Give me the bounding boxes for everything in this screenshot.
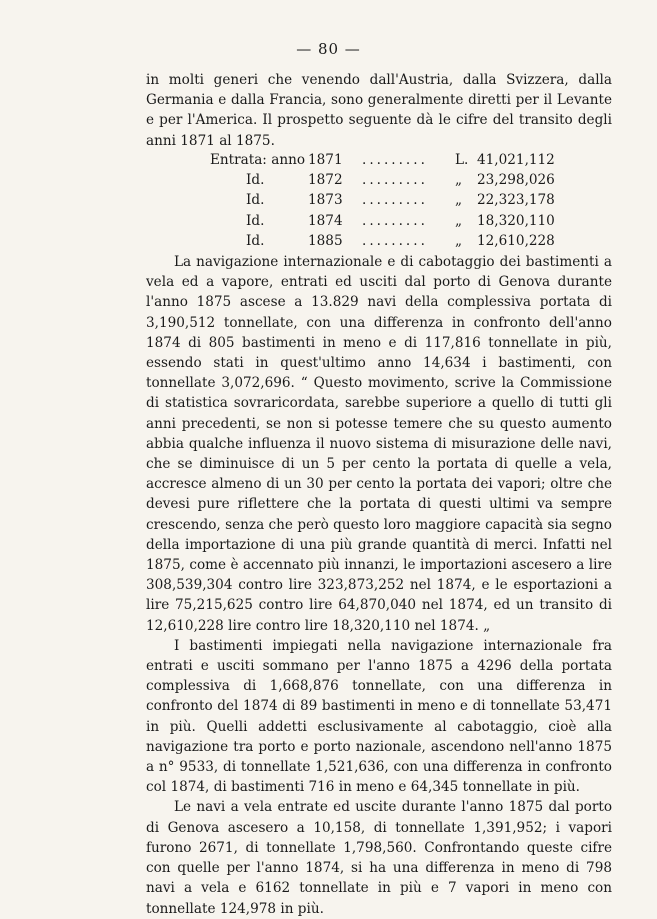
row-label: Id.: [246, 212, 265, 229]
row-dots: .........: [362, 232, 428, 249]
row-year: 1885: [308, 232, 343, 249]
row-value: 12,610,228: [477, 232, 555, 249]
row-year: 1874: [308, 212, 343, 229]
row-value: 41,021,112: [477, 152, 555, 168]
row-dots: .........: [362, 212, 428, 229]
row-value: 23,298,026: [477, 172, 555, 189]
row-currency: „: [455, 212, 463, 229]
table-row: [210, 150, 555, 170]
row-value: 18,320,110: [477, 212, 555, 229]
table-row: [210, 211, 555, 231]
row-year: 1872: [308, 172, 343, 189]
row-currency: „: [455, 172, 463, 189]
row-dots: .........: [362, 192, 428, 209]
table-row: [210, 190, 555, 210]
row-dots: .........: [362, 172, 428, 189]
row-label: Id.: [246, 232, 265, 249]
row-currency: „: [455, 192, 463, 209]
row-label: Id.: [246, 172, 265, 189]
intro-block: [146, 70, 612, 151]
row-year: 1873: [308, 192, 343, 209]
main-text-block: [146, 252, 612, 919]
row-label: Entrata: anno: [210, 152, 306, 168]
row-year: 1871: [308, 152, 343, 168]
page-number: — 80 —: [296, 40, 361, 58]
paragraph-intro: in molti generi che venendo dall'Austria, dalla Svizzera, dalla Germania e dalla Francia, sono generalmente diretti per il Levante e per l'America. Il prospetto seguente dà le cifre del transito degli anni 1871 al 1875.: [146, 72, 612, 149]
paragraph-navigation: La navigazione internazionale e di cabotaggio dei bastimenti a vela ed a vapore, entrati ed usciti dal porto di Genova durante l'anno 1875 ascese a 13.829 navi della complessiva portata di 3,190,512 tonnellate, con una differenza in confronto dell'anno 1874 di 805 bastimenti in meno e di 117,816 tonnellate in più, essendo stati in quest'ultimo anno 14,634 i bastimenti, con tonnellate 3,072,696. “ Questo movimento, scrive la Commissione di statistica sovraricordata, sarebbe superiore a quello di tutti gli anni precedenti, se non si potesse temere che su questo aumento abbia qualche influenza il nuovo sistema di misurazione delle navi, che se diminuisce di un 5 per cento la portata di quelle a vela, accresce almeno di un 30 per cento la portata dei vapori; oltre che devesi pure riflettere che la portata di questi ultimi va sempre crescendo, senza che però questo loro maggiore capacità sia segno della importazione di una più grande quantità di merci. Infatti nel 1875, come è accennato più innanzi, le importazioni ascesero a lire 308,539,304 contro lire 323,873,252 nel 1874, e le esportazioni a lire 75,215,625 contro lire 64,870,040 nel 1874, ed un transito di 12,610,228 lire contro lire 18,320,110 nel 1874. „: [146, 254, 612, 634]
table-row: [210, 170, 555, 190]
row-label: Id.: [246, 192, 265, 209]
row-currency: L.: [455, 152, 469, 168]
table-row: [210, 231, 555, 251]
paragraph-bastimenti: I bastimenti impiegati nella navigazione internazionale fra entrati e usciti sommano per l'anno 1875 a 4296 della portata complessiva di 1,668,876 tonnellate, con una differenza in confronto del 1874 di 89 bastimenti in meno e di tonnellate 53,471 in più. Quelli addetti esclusivamente al cabotaggio, cioè alla navigazione tra porto e porto nazionale, ascendono nell'anno 1875 a n° 9533, di tonnellate 1,521,636, con una differenza in confronto col 1874, di bastimenti 716 in meno e 64,345 tonnellate in più.: [146, 637, 612, 796]
row-currency: „: [455, 232, 463, 249]
row-value: 22,323,178: [477, 192, 555, 209]
transit-table: [210, 150, 555, 251]
row-dots: .........: [362, 152, 428, 168]
paragraph-navi-vela: Le navi a vela entrate ed uscite durante l'anno 1875 dal porto di Genova ascesero a 10,158, di tonnellate 1,391,952; i vapori furono 2671, di tonnellate 1,798,560. Confrontando queste cifre con quelle per l'anno 1874, si ha una differenza in meno di 798 navi a vela e 6162 tonnellate in più e 7 vapori in meno con tonnellate 124,978 in più.: [146, 799, 612, 917]
